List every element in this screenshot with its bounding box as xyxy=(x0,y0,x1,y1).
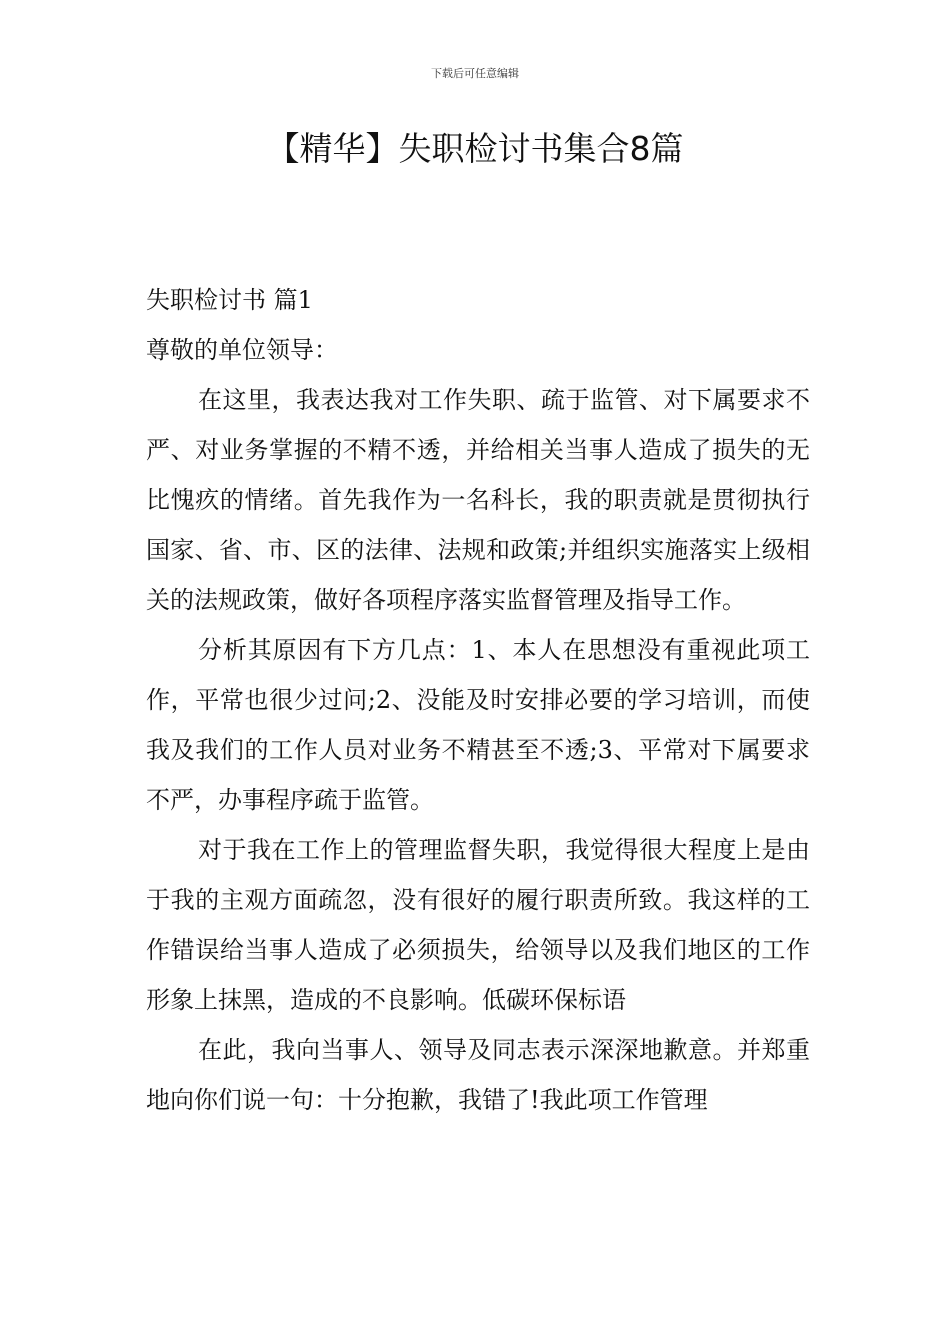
salutation: 尊敬的单位领导： xyxy=(146,336,338,364)
paragraph-3: 对于我在工作上的管理监督失职，我觉得很大程度上是由于我的主观方面疏忽，没有很好的履行职责所致。我这样的工作错误给当事人造成了必须损失，给领导以及我们地区的工作形象上抹黑，造成的不良影响。低碳环保标语 xyxy=(146,836,810,1014)
document-title: 【精华】失职检讨书集合8篇 xyxy=(266,129,684,168)
paragraph-2: 分析其原因有下方几点：1、本人在思想没有重视此项工作，平常也很少过问;2、没能及时安排必要的学习培训，而使我及我们的工作人员对业务不精甚至不透;3、平常对下属要求不严，办事程序疏于监管。 xyxy=(146,636,810,814)
paragraph-1: 在这里，我表达我对工作失职、疏于监管、对下属要求不严、对业务掌握的不精不透，并给相关当事人造成了损失的无比愧疚的情绪。首先我作为一名科长，我的职责就是贯彻执行国家、省、市、区的法律、法规和政策;并组织实施落实上级相关的法规政策，做好各项程序落实监督管理及指导工作。 xyxy=(146,386,810,614)
section-heading: 失职检讨书 篇1 xyxy=(146,286,313,314)
document-body xyxy=(146,275,810,1125)
header-note: 下载后可任意编辑 xyxy=(431,67,519,80)
paragraph-4: 在此，我向当事人、领导及同志表示深深地歉意。并郑重地向你们说一句：十分抱歉，我错了!我此项工作管理 xyxy=(146,1036,810,1114)
